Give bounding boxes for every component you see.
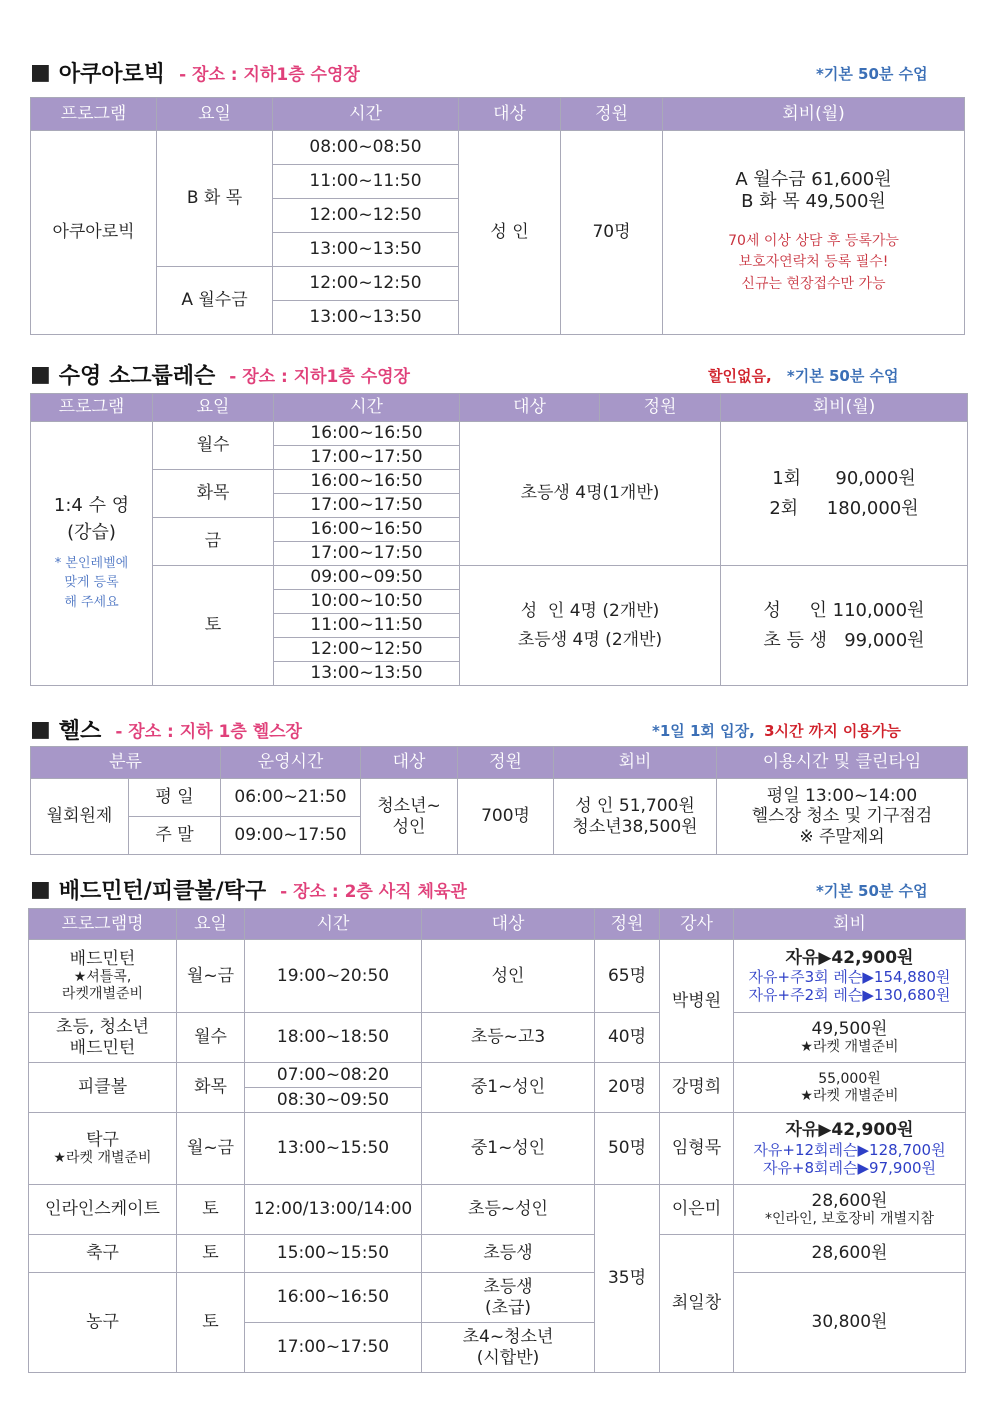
target-line: 초4~청소년 bbox=[462, 1327, 554, 1348]
program-cell bbox=[31, 422, 153, 686]
time-cell: 17:00~17:50 bbox=[274, 446, 460, 470]
time-cell: 13:00~13:50 bbox=[274, 662, 460, 686]
fee-line: 55,000원 bbox=[818, 1070, 881, 1087]
fee-line: 자유+12회레슨▶128,700원 bbox=[753, 1140, 946, 1159]
program-note: 맞게 등록 bbox=[64, 575, 119, 591]
square-bullet-icon: ■ bbox=[30, 361, 51, 387]
fee-line: 성 인 51,700원 bbox=[575, 796, 695, 817]
col-header: 시간 bbox=[273, 98, 459, 131]
time-cell: 07:00~08:20 bbox=[245, 1063, 422, 1088]
time-cell: 12:00~12:50 bbox=[274, 638, 460, 662]
col-header: 프로그램 bbox=[31, 98, 157, 131]
target-cell: 중1~성인 bbox=[422, 1113, 595, 1185]
capacity-cell: 35명 bbox=[595, 1185, 660, 1373]
day-cell: 월~금 bbox=[177, 940, 245, 1013]
program-note: ★셔틀콕, bbox=[73, 969, 132, 986]
col-header: 프로그램명 bbox=[29, 909, 177, 940]
day-cell: 토 bbox=[177, 1273, 245, 1373]
time-cell: 12:00~12:50 bbox=[273, 199, 459, 233]
time-cell: 17:00~17:50 bbox=[245, 1323, 422, 1373]
section-location: - 장소 : 2층 사직 체육관 bbox=[280, 881, 467, 902]
time-cell: 19:00~20:50 bbox=[245, 940, 422, 1013]
time-cell: 13:00~13:50 bbox=[273, 301, 459, 335]
program-cell: 인라인스케이트 bbox=[29, 1185, 177, 1235]
time-cell: 08:00~08:50 bbox=[273, 131, 459, 165]
day-cell: 월수 bbox=[153, 422, 274, 470]
target-cell: 초등생 4명(1개반) bbox=[460, 422, 721, 566]
col-header: 회비 bbox=[734, 909, 966, 940]
program-name: 초등, 청소년 bbox=[56, 1017, 149, 1038]
program-cell: 축구 bbox=[29, 1235, 177, 1273]
program-cell bbox=[29, 1013, 177, 1063]
time-cell: 17:00~17:50 bbox=[274, 542, 460, 566]
target-cell: 성인 bbox=[422, 940, 595, 1013]
fee-cell bbox=[734, 940, 966, 1013]
col-header: 대상 bbox=[361, 747, 458, 779]
table-header-row bbox=[31, 98, 965, 131]
target-cell: 초등생 bbox=[422, 1235, 595, 1273]
col-header: 강사 bbox=[660, 909, 734, 940]
fee-cell bbox=[734, 1063, 966, 1113]
fee-cell: 30,800원 bbox=[734, 1273, 966, 1373]
day-cell: 주 말 bbox=[129, 817, 221, 855]
col-header: 이용시간 및 클린타임 bbox=[717, 747, 968, 779]
col-header: 대상 bbox=[422, 909, 595, 940]
category-cell: 월회원제 bbox=[31, 779, 129, 855]
instructor-cell: 이은미 bbox=[660, 1185, 734, 1235]
time-cell: 16:00~16:50 bbox=[274, 518, 460, 542]
fee-cell bbox=[734, 1185, 966, 1235]
col-header: 분류 bbox=[31, 747, 221, 779]
square-bullet-icon: ■ bbox=[30, 876, 51, 902]
fee-cell bbox=[734, 1113, 966, 1185]
fee-line: 자유+주2회 레슨▶130,680원 bbox=[748, 986, 951, 1005]
usage-line: ※ 주말제외 bbox=[799, 826, 885, 847]
col-header: 정원 bbox=[458, 747, 554, 779]
capacity-cell: 65명 bbox=[595, 940, 660, 1013]
usage-line: 헬스장 청소 및 기구점검 bbox=[751, 806, 933, 827]
day-cell: 토 bbox=[177, 1185, 245, 1235]
fee-line: 자유+주3회 레슨▶154,880원 bbox=[748, 968, 951, 987]
col-header: 회비(월) bbox=[663, 98, 965, 131]
target-cell bbox=[422, 1323, 595, 1373]
target-line: (시합반) bbox=[476, 1347, 540, 1368]
col-header: 운영시간 bbox=[221, 747, 361, 779]
basic-class-note: *기본 50분 수업 bbox=[786, 367, 899, 385]
section-title: 수영 소그룹레슨 bbox=[58, 363, 216, 389]
target-cell: 초등~고3 bbox=[422, 1013, 595, 1063]
time-cell: 16:00~16:50 bbox=[274, 470, 460, 494]
fee-line: ★라켓 개별준비 bbox=[800, 1087, 899, 1104]
col-header: 프로그램 bbox=[31, 394, 153, 422]
instructor-cell: 강명희 bbox=[660, 1063, 734, 1113]
target-line: 성 인 4명 (2개반) bbox=[520, 601, 660, 622]
fee-line: 자유▶42,900원 bbox=[785, 947, 914, 968]
col-header: 요일 bbox=[153, 394, 274, 422]
swim-table bbox=[30, 393, 968, 686]
fee-line: 28,600원 bbox=[811, 1190, 888, 1211]
col-header: 시간 bbox=[274, 394, 460, 422]
program-name: 탁구 bbox=[86, 1129, 119, 1150]
target-cell: 성 인 bbox=[459, 131, 561, 335]
time-cell: 09:00~17:50 bbox=[221, 817, 361, 855]
capacity-cell: 50명 bbox=[595, 1113, 660, 1185]
fee-note: 보호자연락처 등록 필수! bbox=[738, 254, 889, 271]
program-cell: 피클볼 bbox=[29, 1063, 177, 1113]
instructor-cell: 박병원 bbox=[660, 940, 734, 1063]
time-cell: 13:00~15:50 bbox=[245, 1113, 422, 1185]
program-cell bbox=[29, 940, 177, 1013]
day-cell: 월~금 bbox=[177, 1113, 245, 1185]
section-location: - 장소 : 지하1층 수영장 bbox=[229, 366, 410, 387]
capacity-cell: 70명 bbox=[561, 131, 663, 335]
col-header: 요일 bbox=[157, 98, 273, 131]
fee-note: 신규는 현장접수만 가능 bbox=[741, 275, 886, 292]
capacity-cell: 700명 bbox=[458, 779, 554, 855]
health-section-header bbox=[30, 712, 302, 746]
fee-cell: 28,600원 bbox=[734, 1235, 966, 1273]
usage-cell bbox=[717, 779, 968, 855]
target-cell bbox=[422, 1273, 595, 1323]
fee-line: 2회 180,000원 bbox=[769, 497, 919, 519]
target-line: 초등생 bbox=[483, 1277, 533, 1298]
time-cell: 08:30~09:50 bbox=[245, 1088, 422, 1113]
fee-line: 자유▶42,900원 bbox=[785, 1120, 914, 1141]
fee-line: 49,500원 bbox=[811, 1018, 888, 1039]
program-cell: 농구 bbox=[29, 1273, 177, 1373]
time-cell: 06:00~21:50 bbox=[221, 779, 361, 817]
fee-line: 청소년38,500원 bbox=[572, 816, 698, 837]
time-cell: 17:00~17:50 bbox=[274, 494, 460, 518]
entry-note: *1일 1회 입장, bbox=[652, 722, 755, 740]
health-table bbox=[30, 746, 968, 855]
time-cell: 11:00~11:50 bbox=[273, 165, 459, 199]
program-note: 해 주세요 bbox=[64, 594, 119, 610]
target-line: 청소년~ bbox=[377, 796, 441, 817]
fee-note: 70세 이상 상담 후 등록가능 bbox=[728, 232, 899, 249]
time-cell: 11:00~11:50 bbox=[274, 614, 460, 638]
col-header: 정원 bbox=[595, 909, 660, 940]
time-cell: 16:00~16:50 bbox=[245, 1273, 422, 1323]
aqua-table bbox=[30, 97, 965, 335]
program-note: ★라켓 개별준비 bbox=[53, 1150, 152, 1167]
badminton-section-header bbox=[30, 872, 467, 906]
program-note: 라켓개별준비 bbox=[61, 986, 144, 1003]
capacity-cell: 40명 bbox=[595, 1013, 660, 1063]
target-line: 초등생 4명 (2개반) bbox=[517, 629, 663, 650]
section-location: - 장소 : 지하 1층 헬스장 bbox=[115, 721, 302, 742]
fee-line: *인라인, 보호장비 개별지참 bbox=[764, 1211, 935, 1228]
time-cell: 12:00~12:50 bbox=[273, 267, 459, 301]
fee-cell bbox=[721, 422, 968, 566]
program-cell: 아쿠아로빅 bbox=[31, 131, 157, 335]
day-cell: B 화 목 bbox=[157, 131, 273, 267]
fee-line: B 화 목 49,500원 bbox=[741, 190, 886, 212]
usage-line: 평일 13:00~14:00 bbox=[766, 785, 918, 806]
program-note: * 본인레벨에 bbox=[54, 555, 129, 571]
fee-cell bbox=[663, 131, 965, 335]
aqua-section-header bbox=[30, 55, 360, 89]
fee-line: 성 인 110,000원 bbox=[763, 599, 925, 621]
program-sub: (강습) bbox=[67, 522, 116, 544]
col-header: 요일 bbox=[177, 909, 245, 940]
col-header: 회비(월) bbox=[721, 394, 968, 422]
target-cell bbox=[361, 779, 458, 855]
swim-section-header bbox=[30, 357, 410, 391]
square-bullet-icon: ■ bbox=[30, 59, 51, 85]
time-cell: 13:00~13:50 bbox=[273, 233, 459, 267]
fee-line: A 월수금 61,600원 bbox=[735, 169, 892, 191]
fee-line: 1회 90,000원 bbox=[772, 467, 916, 489]
time-cell: 16:00~16:50 bbox=[274, 422, 460, 446]
program-cell bbox=[29, 1113, 177, 1185]
fee-cell bbox=[721, 566, 968, 686]
col-header: 시간 bbox=[245, 909, 422, 940]
day-cell: 화목 bbox=[177, 1063, 245, 1113]
target-cell: 중1~성인 bbox=[422, 1063, 595, 1113]
fee-cell bbox=[734, 1013, 966, 1063]
day-cell: 화목 bbox=[153, 470, 274, 518]
instructor-cell: 최일창 bbox=[660, 1235, 734, 1373]
section-note bbox=[708, 365, 899, 386]
fee-line: 초 등 생 99,000원 bbox=[763, 629, 925, 651]
fee-line: 자유+8회레슨▶97,900원 bbox=[762, 1158, 937, 1177]
capacity-cell: 20명 bbox=[595, 1063, 660, 1113]
target-line: (초급) bbox=[484, 1297, 532, 1318]
section-title: 배드민턴/피클볼/탁구 bbox=[58, 878, 267, 904]
day-cell: 토 bbox=[153, 566, 274, 686]
time-limit-note: 3시간 까지 이용가능 bbox=[764, 722, 901, 740]
day-cell: 토 bbox=[177, 1235, 245, 1273]
col-header: 대상 bbox=[460, 394, 600, 422]
program-name: 1:4 수 영 bbox=[53, 494, 130, 516]
fee-line: ★라켓 개별준비 bbox=[800, 1039, 899, 1056]
section-note: *기본 50분 수업 bbox=[816, 882, 928, 900]
badminton-table bbox=[28, 908, 966, 1373]
target-cell: 초등~성인 bbox=[422, 1185, 595, 1235]
time-cell: 09:00~09:50 bbox=[274, 566, 460, 590]
target-line: 성인 bbox=[392, 816, 426, 837]
section-note bbox=[652, 720, 901, 741]
col-header: 정원 bbox=[561, 98, 663, 131]
target-cell bbox=[460, 566, 721, 686]
section-title: 헬스 bbox=[58, 718, 102, 744]
day-cell: A 월수금 bbox=[157, 267, 273, 335]
program-name: 배드민턴 bbox=[69, 949, 136, 969]
day-cell: 평 일 bbox=[129, 779, 221, 817]
instructor-cell: 임형묵 bbox=[660, 1113, 734, 1185]
col-header: 대상 bbox=[459, 98, 561, 131]
time-cell: 15:00~15:50 bbox=[245, 1235, 422, 1273]
fee-cell bbox=[554, 779, 717, 855]
square-bullet-icon: ■ bbox=[30, 716, 51, 742]
time-cell: 18:00~18:50 bbox=[245, 1013, 422, 1063]
day-cell: 월수 bbox=[177, 1013, 245, 1063]
col-header: 회비 bbox=[554, 747, 717, 779]
day-cell: 금 bbox=[153, 518, 274, 566]
time-cell: 12:00/13:00/14:00 bbox=[245, 1185, 422, 1235]
program-name: 배드민턴 bbox=[69, 1037, 136, 1058]
no-discount-note: 할인없음, bbox=[708, 367, 772, 385]
section-note: *기본 50분 수업 bbox=[816, 65, 928, 83]
time-cell: 10:00~10:50 bbox=[274, 590, 460, 614]
col-header: 정원 bbox=[600, 394, 721, 422]
section-title: 아쿠아로빅 bbox=[58, 61, 166, 87]
section-location: - 장소 : 지하1층 수영장 bbox=[179, 64, 360, 85]
